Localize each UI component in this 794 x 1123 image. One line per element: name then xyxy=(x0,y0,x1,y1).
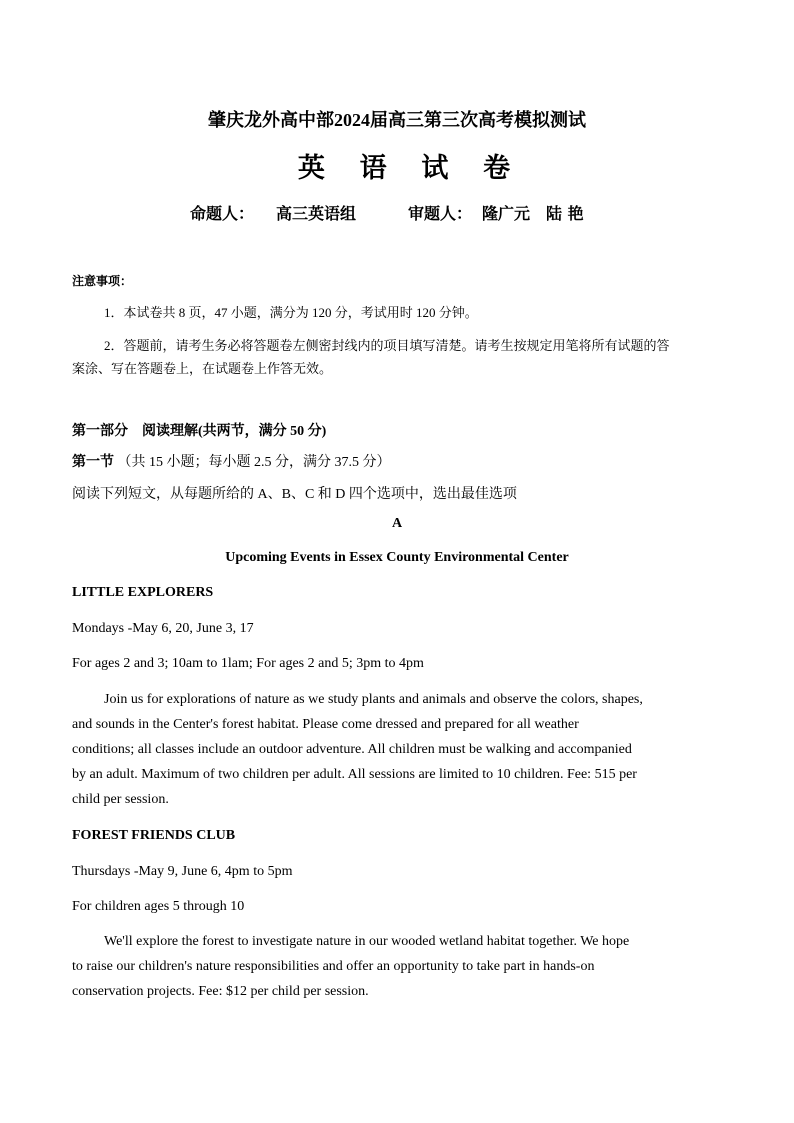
event2-paragraph-line: conservation projects. Fee: $12 per child per session. xyxy=(72,984,369,999)
passage-title: Upcoming Events in Essex County Environmental Center xyxy=(225,550,569,565)
event1-dates: Mondays -May 6, 20, June 3, 17 xyxy=(72,621,254,636)
exam-title: 英 语 试 卷 xyxy=(297,153,525,183)
event2-dates: Thursdays -May 9, June 6, 4pm to 5pm xyxy=(72,864,293,879)
notice-item-2-continued: 案涂、写在答题卷上，在试题卷上作答无效。 xyxy=(72,361,333,376)
reviewer-label: 审题人： xyxy=(408,204,473,223)
author-value: 高三英语组 xyxy=(276,204,357,223)
notice-item-1: 1．本试卷共 8 页，47 小题，满分为 120 分，考试用时 120 分钟。 xyxy=(104,305,478,320)
notice-item-2: 2．答题前，请考生务必将答题卷左侧密封线内的项目填写清楚。请考生按规定用笔将所有试题的答 xyxy=(104,338,670,353)
part1-heading: 第一部分 阅读理解(共两节，满分 50 分) xyxy=(72,424,327,439)
notice-heading: 注意事项： xyxy=(72,274,133,288)
event1-name: LITTLE EXPLORERS xyxy=(72,585,214,600)
school-title: 肇庆龙外高中部2024届高三第三次高考模拟测试 xyxy=(208,110,586,130)
section1-label: 第一节 xyxy=(72,455,114,470)
reviewer-value: 隆广元 陆 艳 xyxy=(482,204,584,223)
event1-ages: For ages 2 and 3; 10am to 1lam; For ages 2 and 5; 3pm to 4pm xyxy=(72,656,424,671)
reading-instructions: 阅读下列短文，从每题所给的 A、B、C 和 D 四个选项中，选出最佳选项 xyxy=(72,487,517,502)
event1-paragraph-line: child per session. xyxy=(72,792,169,807)
event2-name: FOREST FRIENDS CLUB xyxy=(72,828,236,843)
author-line xyxy=(190,201,584,224)
event1-paragraph-line: by an adult. Maximum of two children per adult. All sessions are limited to 10 children. Fee: 515 per xyxy=(72,767,637,782)
event1-paragraph-line: conditions; all classes include an outdoor adventure. All children must be walking and accompanied xyxy=(72,742,632,757)
event2-paragraph-line: We'll explore the forest to investigate nature in our wooded wetland habitat together. We hope xyxy=(104,934,630,949)
event1-paragraph-line: Join us for explorations of nature as we study plants and animals and observe the colors, shapes, xyxy=(104,692,643,707)
event2-ages: For children ages 5 through 10 xyxy=(72,899,245,914)
section1-heading xyxy=(72,451,391,471)
section1-detail: （共 15 小题；每小题 2.5 分，满分 37.5 分） xyxy=(117,455,391,470)
author-label: 命题人： xyxy=(190,204,255,223)
event1-paragraph-line: and sounds in the Center's forest habitat. Please come dressed and prepared for all weather xyxy=(72,717,579,732)
event2-paragraph-line: to raise our children's nature responsibilities and offer an opportunity to take part in hands-on xyxy=(72,959,595,974)
passage-letter: A xyxy=(391,516,403,531)
